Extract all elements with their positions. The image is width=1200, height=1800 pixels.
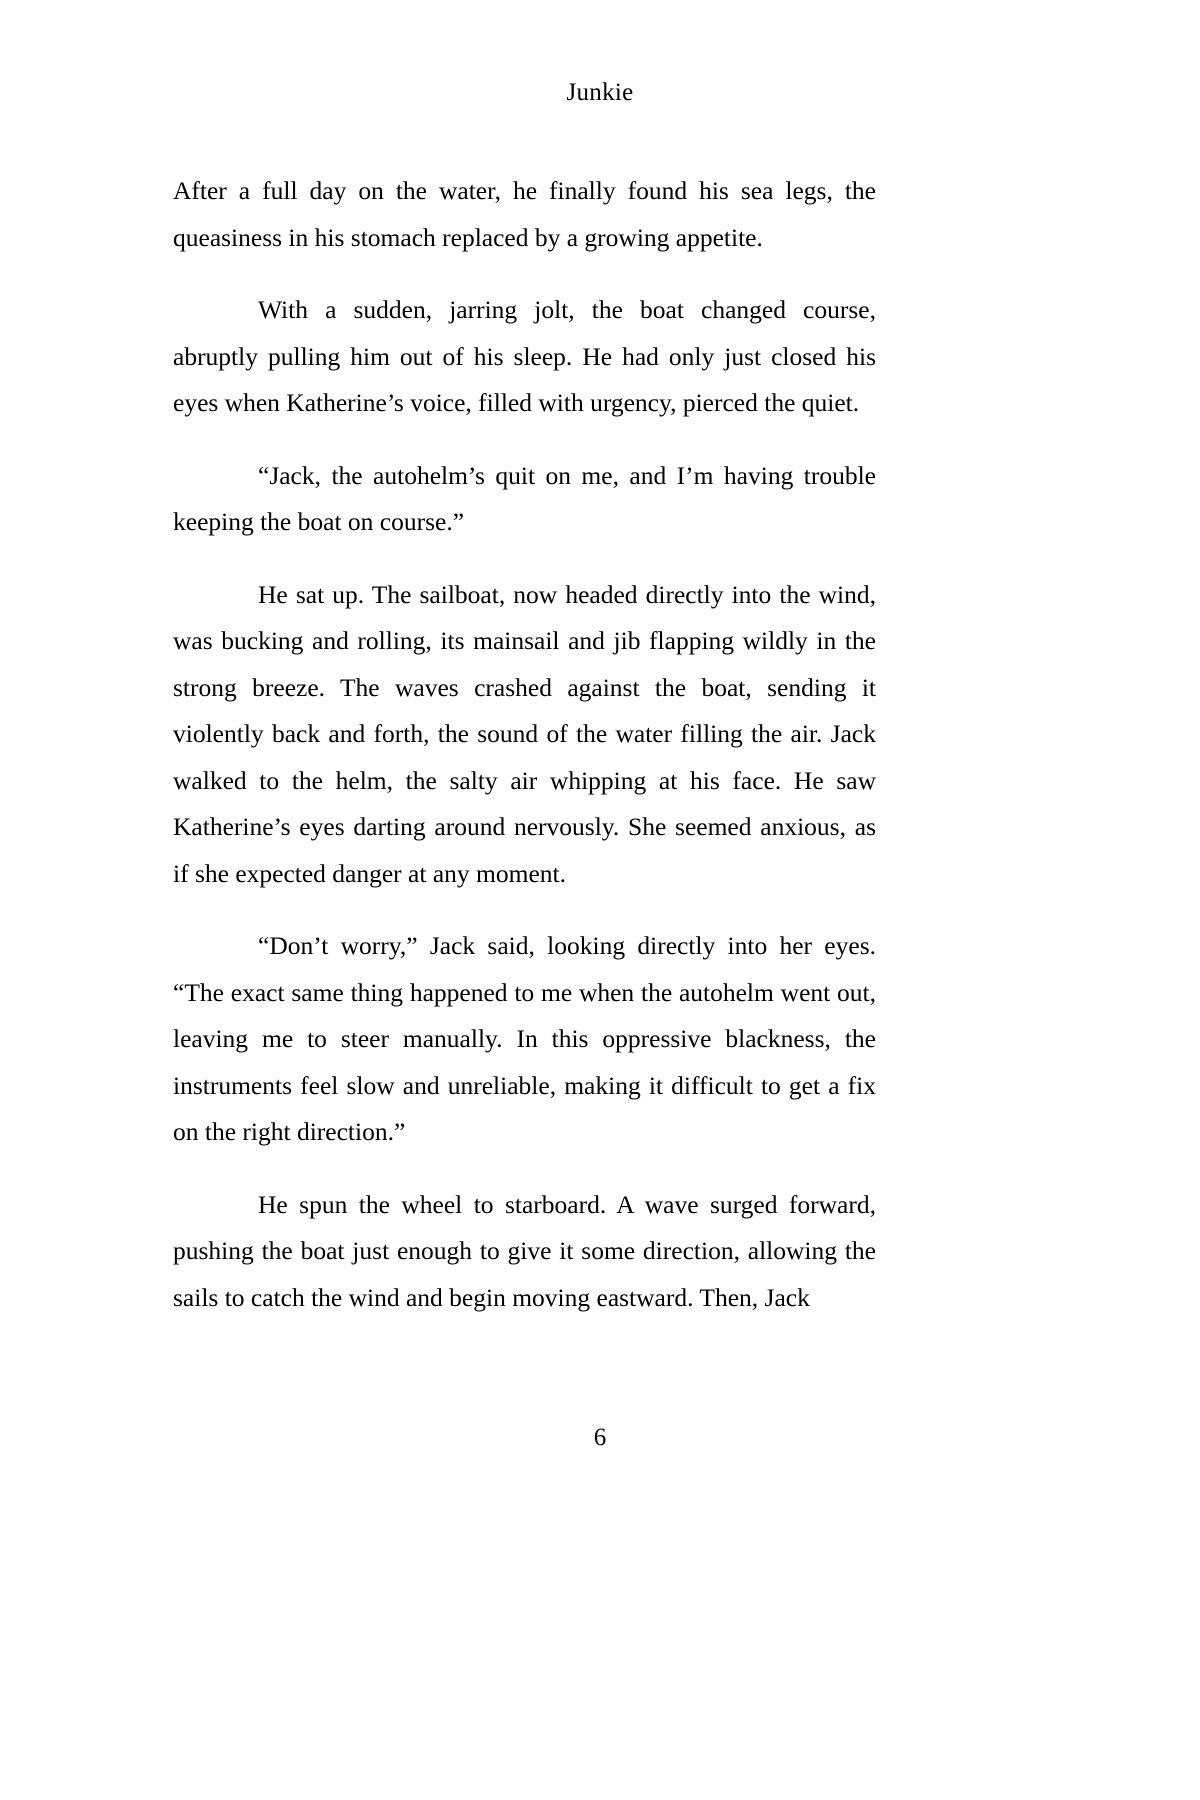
paragraph: With a sudden, jarring jolt, the boat changed course, abruptly pulling him out of his sleep. He had only just closed his eyes when Katherine’s voice, filled with urgency, pierced the quiet. bbox=[173, 295, 876, 417]
paragraph: “Don’t worry,” Jack said, looking directly into her eyes. “The exact same thing happened to me when the autohelm went out, leaving me to steer manually. In this oppressive blackness, the instruments feel slow and unreliable, making it difficult to get a fix on the right direction.” bbox=[173, 931, 876, 1146]
paragraph: He spun the wheel to starboard. A wave surged forward, pushing the boat just enough to give it some direction, allowing the sails to catch the wind and begin moving eastward. Then, Jack bbox=[173, 1189, 876, 1312]
running-head: Junkie bbox=[566, 79, 634, 106]
paragraph: After a full day on the water, he finally found his sea legs, the queasiness in his stomach replaced by a growing appetite. bbox=[173, 176, 876, 252]
body-text bbox=[173, 168, 876, 1321]
paragraph: He sat up. The sailboat, now headed directly into the wind, was bucking and rolling, its mainsail and jib flapping wildly in the strong breeze. The waves crashed against the boat, sending it violently back and forth, the sound of the water filling the air. Jack walked to the helm, the salty air whipping at his face. He saw Katherine’s eyes darting around nervously. She seemed anxious, as if she expected danger at any moment. bbox=[173, 579, 876, 888]
page-number: 6 bbox=[593, 1424, 607, 1451]
paragraph: “Jack, the autohelm’s quit on me, and I’m having trouble keeping the boat on course.” bbox=[173, 460, 876, 536]
